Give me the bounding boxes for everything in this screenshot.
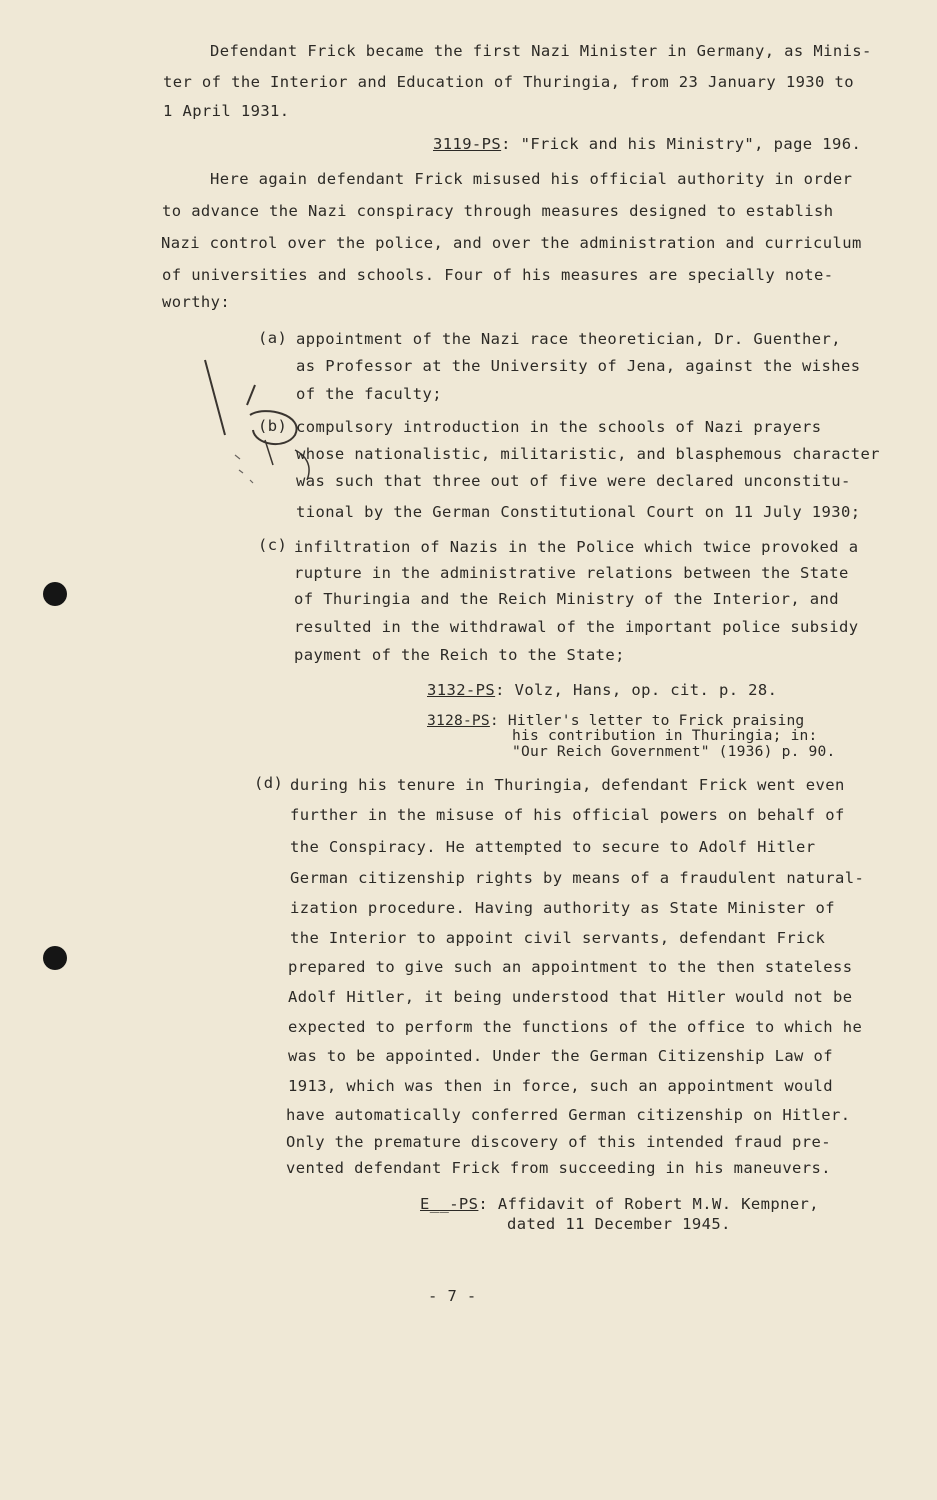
citation-3132: [427, 681, 777, 699]
item-a-line: appointment of the Nazi race theoretician, Dr. Guenther,: [296, 330, 841, 348]
item-c-line: of Thuringia and the Reich Ministry of the Interior, and: [294, 590, 839, 608]
item-a-line: as Professor at the University of Jena, against the wishes: [296, 357, 861, 375]
citation-3119: [433, 135, 861, 153]
item-d-line: prepared to give such an appointment to the then stateless: [288, 958, 853, 976]
item-d-line: the Conspiracy. He attempted to secure to Adolf Hitler: [290, 838, 816, 856]
item-d-line: ization procedure. Having authority as State Minister of: [290, 899, 835, 917]
citation-kempner-line: dated 11 December 1945.: [507, 1215, 731, 1233]
para1-line: Defendant Frick became the first Nazi Minister in Germany, as Minis-: [210, 42, 872, 60]
binder-hole-bottom: [43, 946, 67, 970]
item-b-label: (b): [258, 417, 288, 435]
page-number: - 7 -: [428, 1287, 477, 1305]
item-c-line: payment of the Reich to the State;: [294, 646, 625, 664]
para2-line: to advance the Nazi conspiracy through measures designed to establish: [162, 202, 834, 220]
binder-hole-top: [43, 582, 67, 606]
item-a-line: of the faculty;: [296, 385, 442, 403]
item-b-line: compulsory introduction in the schools of Nazi prayers: [296, 418, 822, 436]
item-d-line: Adolf Hitler, it being understood that Hitler would not be: [288, 988, 853, 1006]
para2-line: of universities and schools. Four of his measures are specially note-: [162, 266, 834, 284]
item-a-label: (a): [258, 329, 288, 347]
item-b-line: tional by the German Constitutional Court on 11 July 1930;: [296, 503, 861, 521]
para2-line: worthy:: [162, 293, 231, 311]
item-d-line: Only the premature discovery of this intended fraud pre-: [286, 1133, 831, 1151]
item-c-line: infiltration of Nazis in the Police which twice provoked a: [294, 538, 859, 556]
citation-ref: 3132-PS: [427, 681, 496, 699]
item-d-line: during his tenure in Thuringia, defendant Frick went even: [290, 776, 845, 794]
item-b-line: whose nationalistic, militaristic, and blasphemous character: [296, 445, 880, 463]
citation-ref: E__-PS: [420, 1195, 479, 1213]
citation-text: : Volz, Hans, op. cit. p. 28.: [495, 681, 778, 699]
citation-ref: 3119-PS: [433, 135, 502, 153]
item-d-line: the Interior to appoint civil servants, defendant Frick: [290, 929, 826, 947]
para2-line: Here again defendant Frick misused his official authority in order: [210, 170, 853, 188]
item-c-line: resulted in the withdrawal of the important police subsidy: [294, 618, 859, 636]
citation-text: : Hitler's letter to Frick praising: [489, 712, 805, 729]
citation-text: : Affidavit of Robert M.W. Kempner,: [478, 1195, 820, 1213]
item-d-line: German citizenship rights by means of a fraudulent natural-: [290, 869, 865, 887]
para2-line: Nazi control over the police, and over the administration and curriculum: [161, 234, 862, 252]
item-c-line: rupture in the administrative relations between the State: [294, 564, 849, 582]
item-d-line: was to be appointed. Under the German Citizenship Law of: [288, 1047, 833, 1065]
para1-line: 1 April 1931.: [163, 102, 290, 120]
item-d-line: expected to perform the functions of the office to which he: [288, 1018, 863, 1036]
item-b-line: was such that three out of five were declared unconstitu-: [296, 472, 851, 490]
citation-kempner: [420, 1195, 819, 1213]
citation-3128-line: his contribution in Thuringia; in:: [512, 727, 818, 744]
citation-3128-line: "Our Reich Government" (1936) p. 90.: [512, 743, 836, 760]
item-d-line: have automatically conferred German citizenship on Hitler.: [286, 1106, 851, 1124]
item-d-label: (d): [254, 774, 284, 792]
citation-3128: [427, 714, 804, 728]
para1-line: ter of the Interior and Education of Thuringia, from 23 January 1930 to: [163, 73, 854, 91]
item-c-label: (c): [258, 536, 288, 554]
citation-text: : "Frick and his Ministry", page 196.: [501, 135, 862, 153]
item-d-line: further in the misuse of his official powers on behalf of: [290, 806, 845, 824]
citation-ref: 3128-PS: [427, 712, 490, 729]
item-d-line: vented defendant Frick from succeeding in his maneuvers.: [286, 1159, 831, 1177]
item-d-line: 1913, which was then in force, such an appointment would: [288, 1077, 833, 1095]
